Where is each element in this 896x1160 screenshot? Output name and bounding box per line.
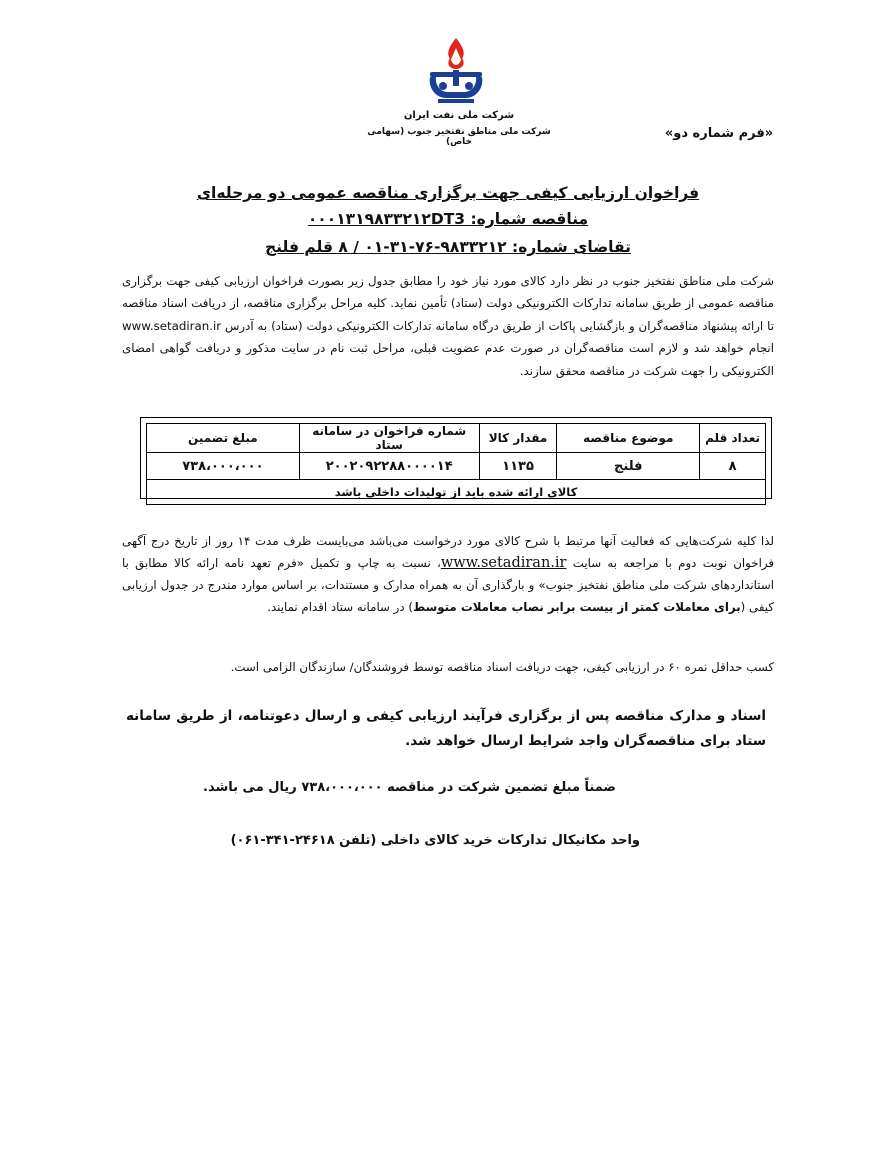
form-number: «فرم شماره دو» <box>664 126 774 141</box>
table-header-row <box>147 424 766 453</box>
cell-guarantee: ۷۳۸،۰۰۰،۰۰۰ <box>147 453 300 480</box>
p2-website-link[interactable]: www.setadiran.ir <box>440 555 567 571</box>
nioc-logo-icon <box>424 36 488 106</box>
company-name: شرکت ملی نفت ایران <box>403 110 515 121</box>
p2-text-a: لذا کلیه شرکت‌هایی که فعالیت آنها مرتبط با شرح کالای مورد درخواست می‌باشد می‌بایست ظرف مدت ۱۴ روز از تاریخ درج آگهی فراخوان نوبت دوم با مراجعه به سایت <box>122 534 774 570</box>
participation-paragraph <box>122 530 774 618</box>
main-title: فراخوان ارزیابی کیفی جهت برگزاری مناقصه عمومی دو مرحله‌ای <box>196 184 700 202</box>
table-note: کالای ارائه شده باید از تولیدات داخلی باشد <box>147 480 766 505</box>
subsidiary-name: شرکت ملی مناطق نفتخیز جنوب (سهامی خاص) <box>367 127 551 147</box>
intro-paragraph <box>122 270 774 382</box>
header-guarantee: مبلغ تضمین <box>147 424 300 453</box>
header-quantity: مقدار کالا <box>479 424 557 453</box>
contact-unit-line: واحد مکانیکال تدارکات خرید کالای داخلی (تلفن ۲۴۶۱۸-۳۴۱-۰۶۱) <box>230 833 640 848</box>
p2-bold-text: برای معاملات کمتر از بیست برابر نصاب معاملات متوسط <box>412 600 741 614</box>
cell-setad-number: ۲۰۰۲۰۹۲۲۸۸۰۰۰۰۱۴ <box>299 453 479 480</box>
request-number: تقاضای شماره: ۹۸۳۳۲۱۲-۷۶-۳۱-۰۱ / ۸ قلم فلنج <box>265 238 631 256</box>
intro-text-a: شرکت ملی مناطق نفتخیز جنوب در نظر دارد کالای مورد نیاز خود را مطابق جدول زیر بصورت فراخوان ارزیابی کیفی جهت برگزاری مناقصه عمومی از طریق سامانه تدارکات الکترونیکی دولت (ستاد) تأمین نماید. کلیه مراحل برگزاری مناقصه، از دریافت اسناد مناقصه تا ارائه پیشنهاد مناقصه‌گران و بازگشایی پاکات از طریق درگاه سامانه تدارکات الکترونیکی دولت (ستاد) به آدرس <box>122 274 774 333</box>
tender-table <box>146 423 766 505</box>
header-setad-number: شماره فراخوان در سامانه ستاد <box>299 424 479 453</box>
table-note-row <box>147 480 766 505</box>
intro-text-b: انجام خواهد شد و لازم است مناقصه‌گران در صورت عدم عضویت قبلی، مراحل ثبت نام در سایت مذکور و دریافت گواهی امضای الکترونیکی را جهت شرکت در مناقصه محقق سازند. <box>122 341 774 378</box>
guarantee-line: ضمناً مبلغ تضمین شرکت در مناقصه ۷۳۸،۰۰۰،۰۰۰ ریال می باشد. <box>203 780 616 795</box>
p2-text-c: ) در سامانه ستاد اقدام نمایند. <box>267 600 413 614</box>
table-row <box>147 453 766 480</box>
documents-paragraph: اسناد و مدارک مناقصه پس از برگزاری فرآیند ارزیابی کیفی و ارسال دعوتنامه، از طریق سامانه ستاد برای مناقصه‌گران واجد شرایط ارسال خواهد شد. <box>126 708 766 749</box>
intro-website-link[interactable]: www.setadiran.ir <box>122 318 222 333</box>
p2-text-b: ، نسبت به چاپ و تکمیل «فرم تعهد نامه ارائه کالا مطابق با استانداردهای شرکت ملی مناطق نفتخیز جنوب» و بارگذاری آن به همراه مدارک و مستندات، بر اساس موارد مندرج در جدول ارزیابی کیفی ( <box>122 556 774 614</box>
header-subject: موضوع مناقصه <box>557 424 700 453</box>
min-score-paragraph: کسب حداقل نمره ۶۰ در ارزیابی کیفی، جهت دریافت اسناد مناقصه توسط فروشندگان/ سازندگان الزامی است. <box>230 660 774 674</box>
cell-quantity: ۱۱۳۵ <box>479 453 557 480</box>
header-item-count: تعداد قلم <box>700 424 766 453</box>
tender-number: مناقصه شماره: ۰۰۰۱۳۱۹۸۳۳۲۱۲DT3 <box>307 210 589 228</box>
cell-item-count: ۸ <box>700 453 766 480</box>
cell-subject: فلنج <box>557 453 700 480</box>
